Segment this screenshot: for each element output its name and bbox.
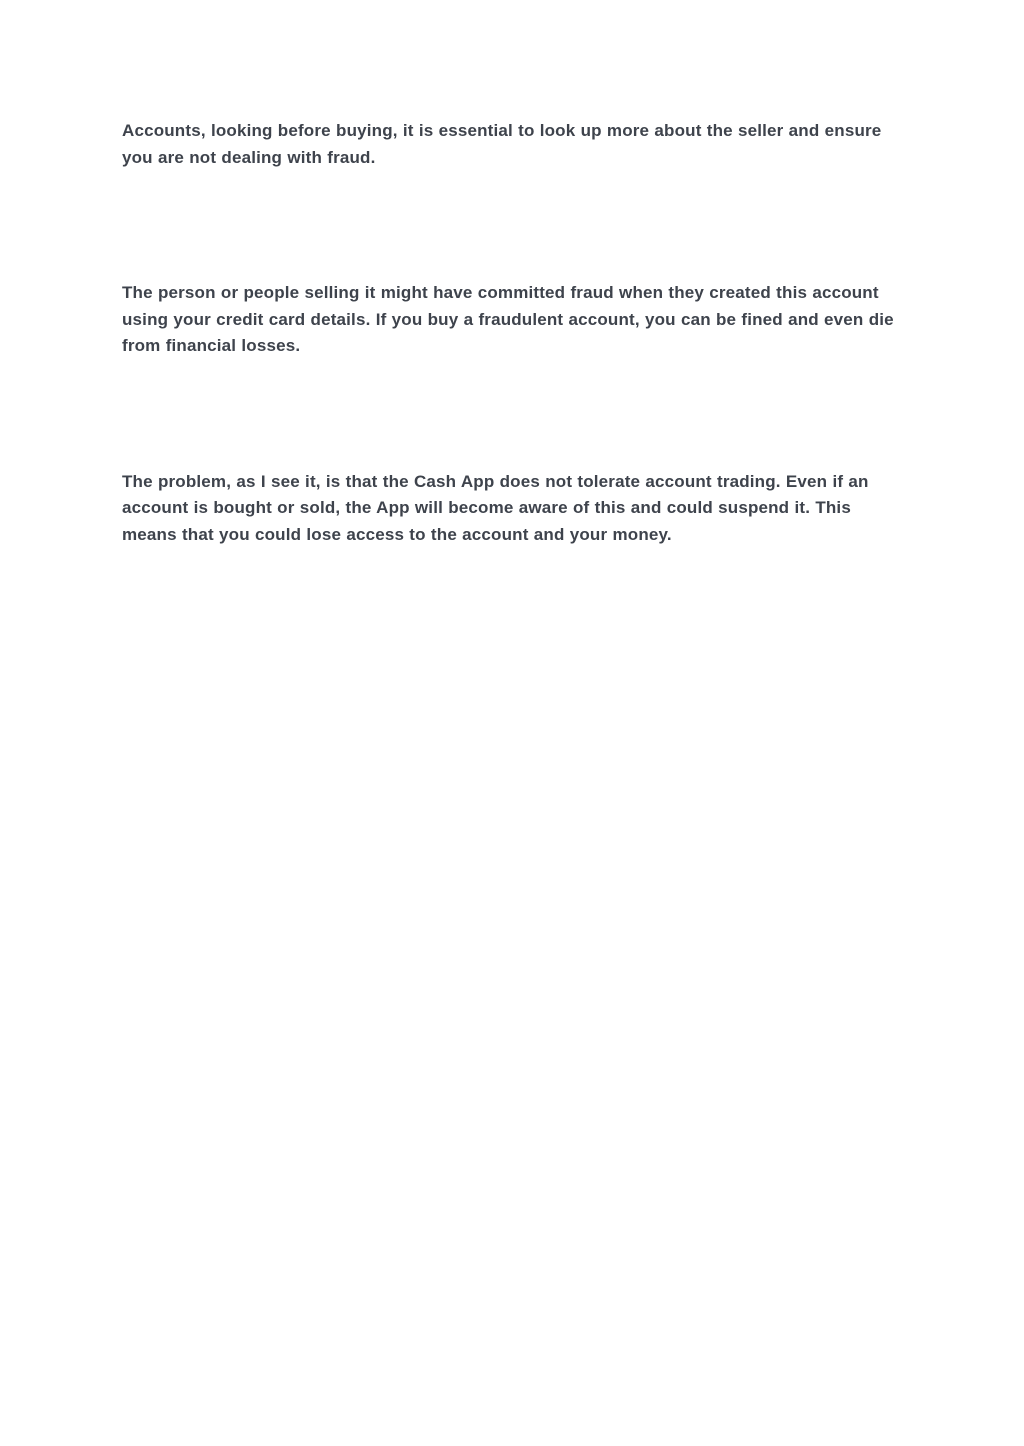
paragraph-1: Accounts, looking before buying, it is essential to look up more about the seller and ensure you are not dealing with fraud. (122, 121, 887, 167)
document-body (122, 118, 904, 548)
paragraph-2: The person or people selling it might have committed fraud when they created this account using your credit card details. If you buy a fraudulent account, you can be fined and even die from financial losses. (122, 283, 900, 355)
paragraph-spacer-1 (122, 171, 904, 280)
paragraph-spacer-2 (122, 360, 904, 469)
paragraph-3: The problem, as I see it, is that the Cash App does not tolerate account trading. Even if an account is bought or sold, the App will become aware of this and could suspend it. This means that you could lose access to the account and your money. (122, 471, 874, 544)
